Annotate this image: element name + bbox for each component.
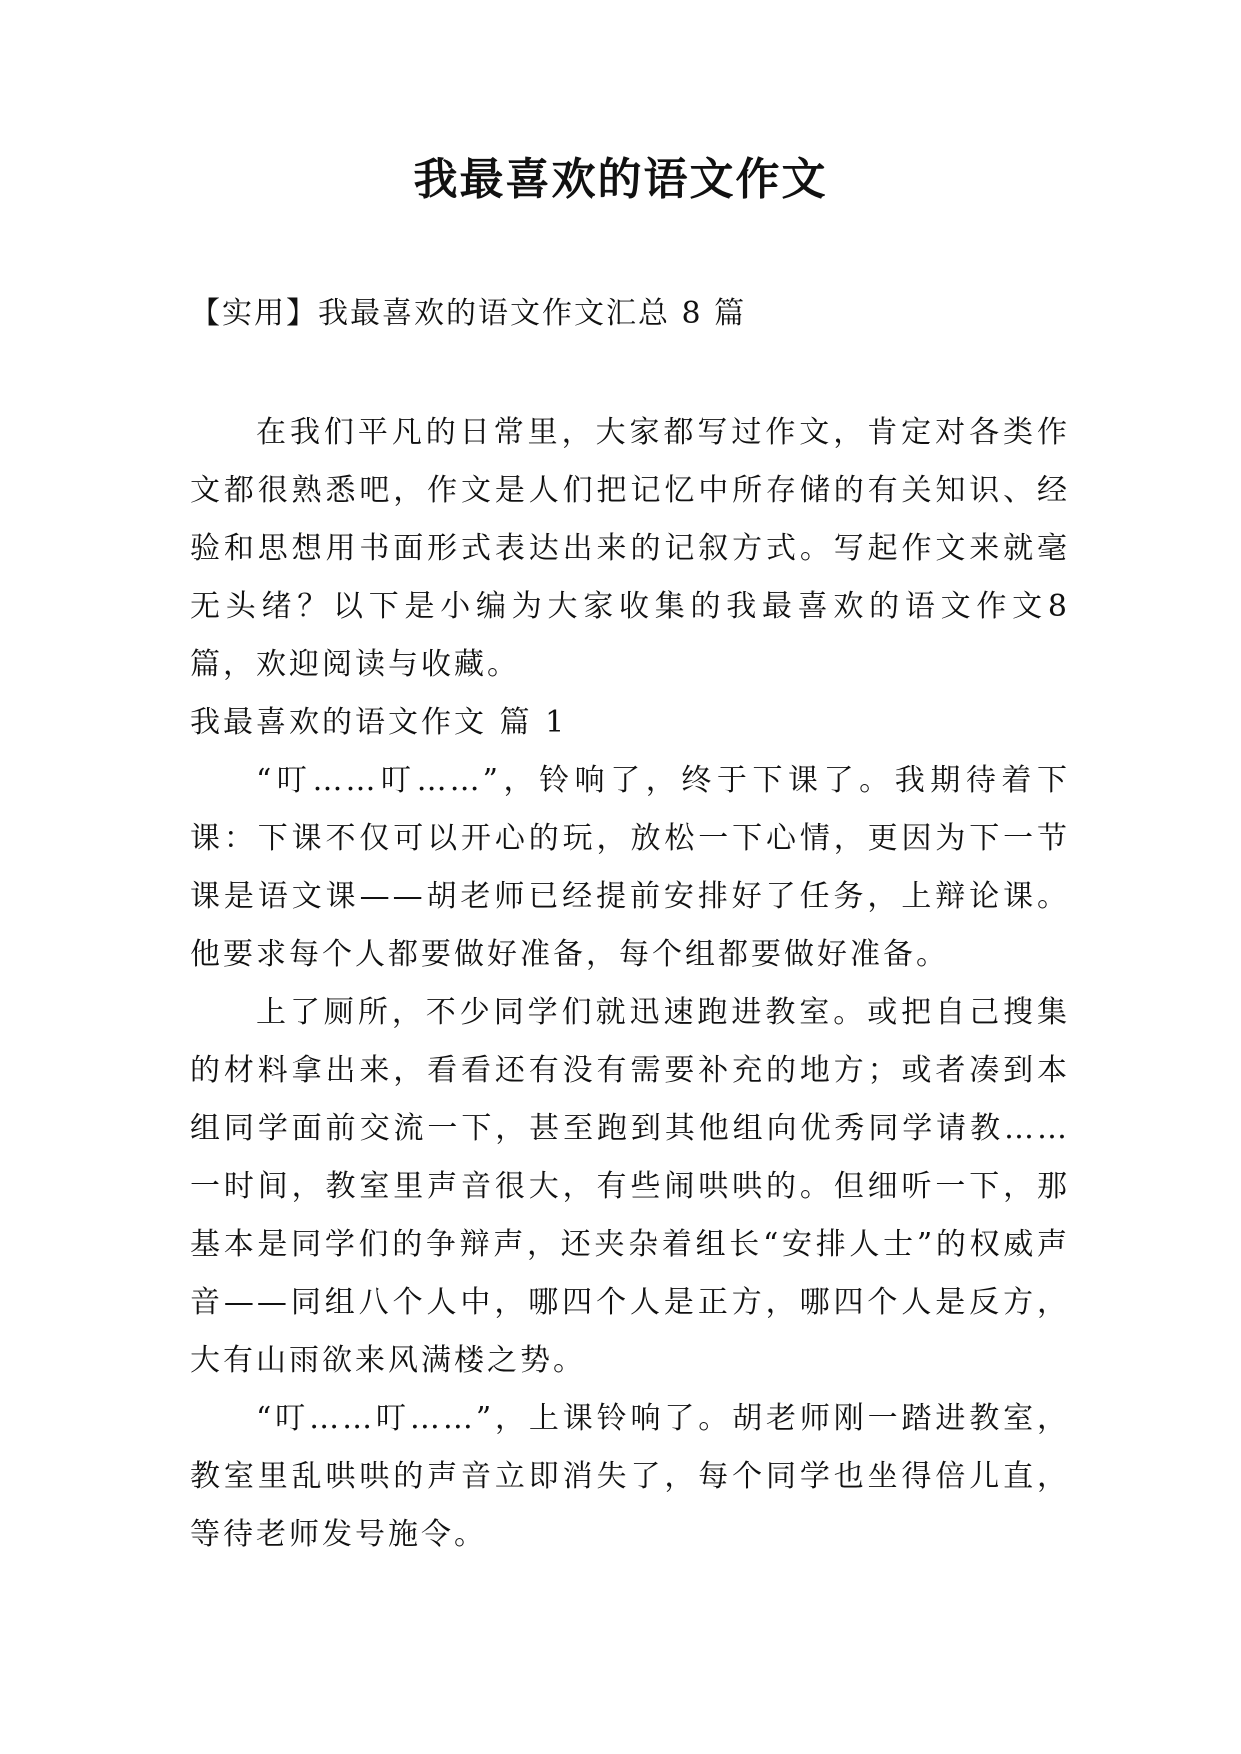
body-paragraph: “叮……叮……”，上课铃响了。胡老师刚一踏进教室，教室里乱哄哄的声音立即消失了，每个同学也坐得倍儿直，等待老师发号施令。	[190, 1401, 1070, 1552]
body-paragraph: 上了厕所，不少同学们就迅速跑进教室。或把自己搜集的材料拿出来，看看还有没有需要补充的地方；或者凑到本组同学面前交流一下，甚至跑到其他组向优秀同学请教……一时间，教室里声音很大，有些闹哄哄的。但细听一下，那基本是同学们的争辩声，还夹杂着组长“安排人士”的权威声音——同组八个人中，哪四个人是正方，哪四个人是反方，大有山雨欲来风满楼之势。	[190, 995, 1070, 1378]
document-body	[190, 404, 1070, 1564]
section-heading: 我最喜欢的语文作文 篇 1	[190, 705, 568, 740]
intro-paragraph: 在我们平凡的日常里，大家都写过作文，肯定对各类作文都很熟悉吧，作文是人们把记忆中所存储的有关知识、经验和思想用书面形式表达出来的记叙方式。写起作文来就毫无头绪？以下是小编为大家收集的我最喜欢的语文作文8篇，欢迎阅读与收藏。	[190, 415, 1070, 682]
document-subtitle: 【实用】我最喜欢的语文作文汇总 8 篇	[190, 296, 747, 331]
body-paragraph: “叮……叮……”，铃响了，终于下课了。我期待着下课：下课不仅可以开心的玩，放松一下心情，更因为下一节课是语文课——胡老师已经提前安排好了任务，上辩论课。他要求每个人都要做好准备，每个组都要做好准备。	[190, 763, 1070, 972]
document-title: 我最喜欢的语文作文	[413, 154, 828, 205]
